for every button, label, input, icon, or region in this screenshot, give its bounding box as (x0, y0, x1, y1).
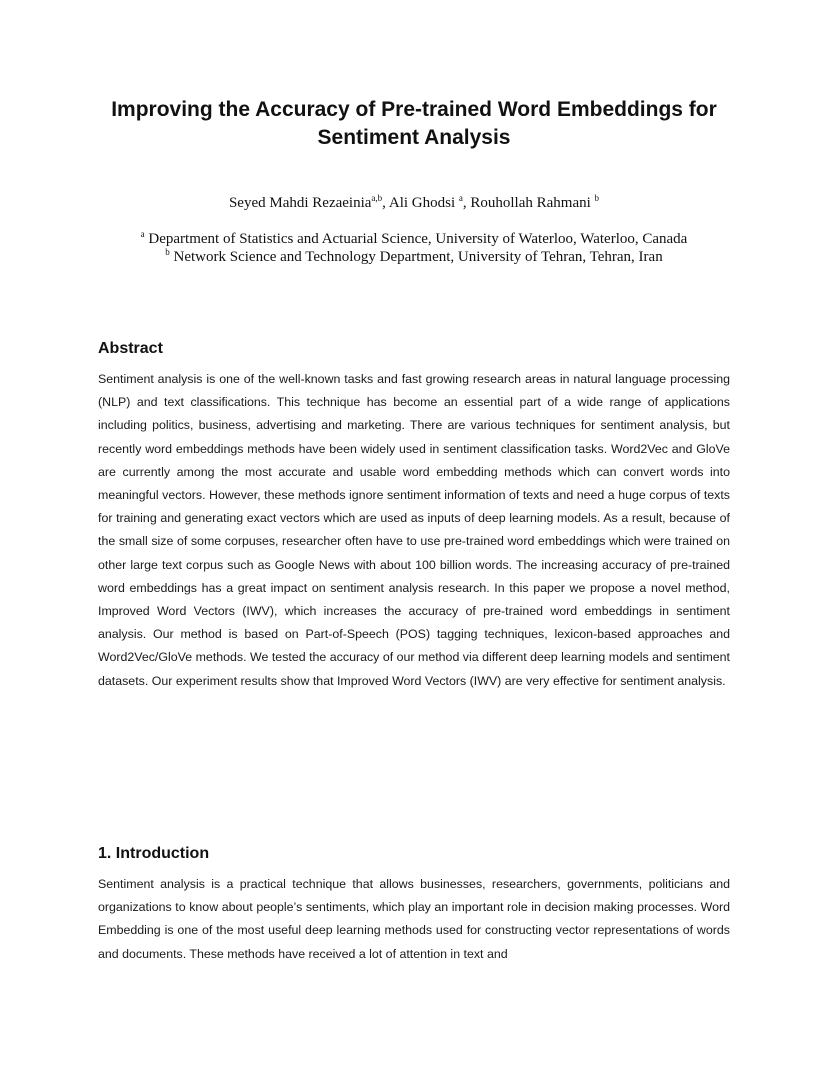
affiliation-text: Department of Statistics and Actuarial Science, University of Waterloo, Waterloo, Canada (148, 231, 688, 247)
affiliation-mark: a (140, 229, 145, 239)
affiliation-line (40, 248, 788, 266)
paper-title (60, 96, 768, 152)
affiliation-text: Network Science and Technology Department, University of Tehran, Tehran, Iran (173, 249, 663, 265)
affiliation-list (40, 230, 788, 266)
author-list (40, 193, 788, 213)
abstract-heading: Abstract (98, 340, 163, 357)
introduction-heading: 1. Introduction (98, 845, 210, 862)
introduction-paragraph: Sentiment analysis is a practical technique that allows businesses, researchers, governments, politicians and organizations to know about people’s sentiments, which play an important role in decision making processes. Word Embedding is one of the most useful deep learning methods used for constructing vector representations of words and documents. These methods have received a lot of attention in text and (98, 877, 730, 961)
paper-title-line-2: Sentiment Analysis (317, 126, 511, 149)
paper-title-line-1: Improving the Accuracy of Pre-trained Word Embeddings for (111, 98, 717, 121)
affiliation-line (40, 230, 788, 248)
author-affiliation-mark: a,b (371, 193, 383, 203)
author-affiliation-mark: b (594, 193, 600, 203)
author-name: Rouhollah Rahmani (470, 195, 591, 211)
author-name: Seyed Mahdi Rezaeinia (228, 195, 372, 211)
author-affiliation-mark: a (458, 193, 463, 203)
abstract-paragraph: Sentiment analysis is one of the well-known tasks and fast growing research areas in natural language processing (NLP) and text classifications. This technique has become an essential part of a wide range of applications including politics, business, advertising and marketing. There are various techniques for sentiment analysis, but recently word embeddings methods have been widely used in sentiment classification tasks. Word2Vec and GloVe are currently among the most accurate and usable word embedding methods which can convert words into meaningful vectors. However, these methods ignore sentiment information of texts and need a huge corpus of texts for training and generating exact vectors which are used as inputs of deep learning models. As a result, because of the small size of some corpuses, researcher often have to use pre-trained word embeddings which were trained on other large text corpus such as Google News with about 100 billion words. The increasing accuracy of pre-trained word embeddings has a great impact on sentiment analysis research. In this paper we propose a novel method, Improved Word Vectors (IWV), which increases the accuracy of pre-trained word embeddings in sentiment analysis. Our method is based on Part-of-Speech (POS) tagging techniques, lexicon-based approaches and Word2Vec/GloVe methods. We tested the accuracy of our method via different deep learning models and sentiment datasets. Our experiment results show that Improved Word Vectors (IWV) are very effective for sentiment analysis. (98, 372, 730, 688)
affiliation-mark: b (165, 247, 170, 257)
author-separator: , (382, 195, 389, 211)
author-name: Ali Ghodsi (388, 195, 456, 211)
author-separator: , (462, 195, 471, 211)
